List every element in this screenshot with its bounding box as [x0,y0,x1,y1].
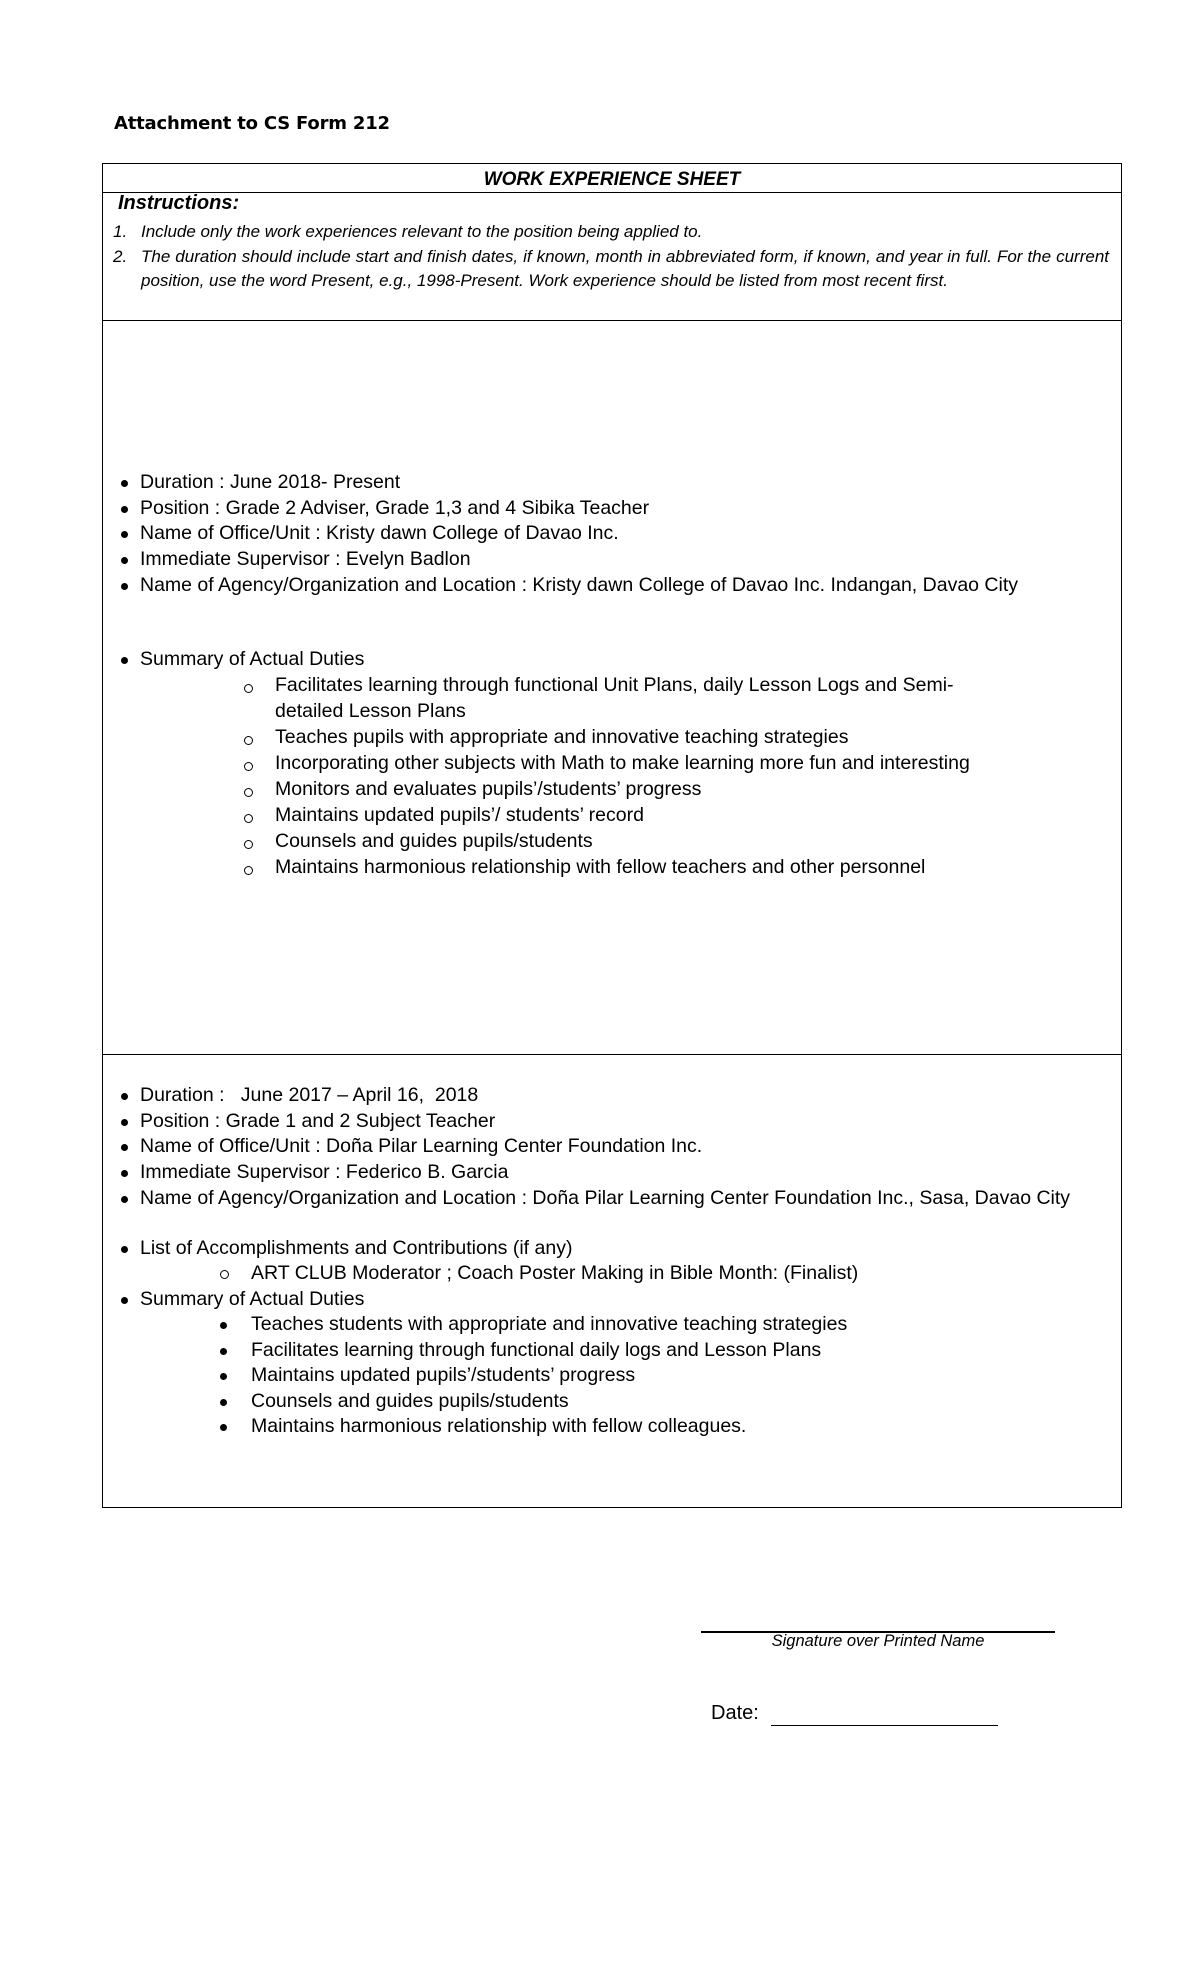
bullet-icon [103,1134,140,1160]
instruction-text: The duration should include start and finish dates, if known, month in abbreviated form, if known, and year in full. For the current position, use the word Present, e.g., 1998-Present. Work experience should be listed from most recent first. [141,246,1109,290]
summary-label-row [103,647,1121,673]
title-divider [103,192,1121,193]
bullet-icon [103,470,140,496]
duration-row [103,1083,1121,1109]
circle-bullet-icon [103,724,275,750]
agency-text: Name of Agency/Organization and Location : Doña Pilar Learning Center Foundation Inc., Sasa, Davao City [140,1187,1071,1209]
position-row [103,1109,1121,1135]
circle-bullet-icon [103,750,275,776]
bullet-icon [103,573,140,599]
duty-item [103,776,1121,802]
duty-item [103,802,1121,828]
supervisor-row [103,547,1121,573]
duty-item [103,750,1121,776]
summary-label: Summary of Actual Duties [140,647,365,670]
duty-text: Maintains updated pupils’/students’ progress [251,1364,636,1386]
instruction-item [113,220,1109,245]
circle-bullet-icon [103,776,275,802]
duty-item [103,672,1121,724]
instruction-text: Include only the work experiences relevant to the position being applied to. [141,222,703,241]
position-text: Position : Grade 1 and 2 Subject Teacher [140,1109,496,1132]
work-experience-sheet [102,163,1122,1508]
duration-text: Duration : June 2017 – April 16, 2018 [140,1084,479,1106]
duty-text: Teaches pupils with appropriate and innovative teaching strategies [275,726,849,748]
office-text: Name of Office/Unit : Doña Pilar Learning Center Foundation Inc. [140,1135,703,1157]
duty-text: Incorporating other subjects with Math to make learning more fun and interesting [275,752,970,774]
agency-row [103,573,1121,599]
signature-label: Signature over Printed Name [771,1632,985,1650]
agency-row [103,1186,1121,1212]
instructions-heading: Instructions: [118,192,240,214]
instruction-number: 1. [113,222,128,241]
accomplishment-text: ART CLUB Moderator ; Coach Poster Making in Bible Month: (Finalist) [251,1262,859,1284]
bullet-icon [103,1160,140,1186]
office-row [103,1134,1121,1160]
attachment-title: Attachment to CS Form 212 [114,113,390,134]
agency-text: Name of Agency/Organization and Location : Kristy dawn College of Davao Inc. Indangan, Davao City [140,574,1019,596]
date-line [771,1725,998,1726]
supervisor-text: Immediate Supervisor : Evelyn Badlon [140,547,471,570]
position-text: Position : Grade 2 Adviser, Grade 1,3 and 4 Sibika Teacher [140,496,650,519]
bullet-icon [103,1312,251,1338]
duty-text: Counsels and guides pupils/students [275,830,593,852]
supervisor-row [103,1160,1121,1186]
duty-item [103,1414,1121,1440]
duty-text: Facilitates learning through functional daily logs and Lesson Plans [251,1338,822,1361]
duration-text: Duration : June 2018- Present [140,471,401,493]
circle-bullet-icon [103,854,275,880]
duty-text: Maintains harmonious relationship with fellow teachers and other personnel [275,856,926,878]
bullet-icon [103,521,140,547]
accomplishments-label: List of Accomplishments and Contributions (if any) [140,1236,573,1259]
duty-item [103,1389,1121,1415]
instruction-item [113,245,1109,294]
bullet-icon [103,496,140,522]
duty-item [103,1338,1121,1364]
bullet-icon [103,1363,251,1389]
office-text: Name of Office/Unit : Kristy dawn College of Davao Inc. [140,522,619,544]
duty-item [103,854,1121,880]
entry-divider [103,1054,1121,1055]
office-row [103,521,1121,547]
duty-text: Teaches students with appropriate and innovative teaching strategies [251,1313,848,1335]
bullet-icon [103,1338,251,1364]
circle-bullet-icon [103,1261,251,1287]
summary-label-row [103,1287,1121,1313]
duty-item [103,1363,1121,1389]
bullet-icon [103,1236,140,1262]
accomplishments-label-row [103,1236,1121,1262]
supervisor-text: Immediate Supervisor : Federico B. Garcia [140,1160,509,1183]
accomplishment-item [103,1261,1121,1287]
duty-text: Maintains harmonious relationship with fellow colleagues. [251,1415,747,1437]
duration-row [103,470,1121,496]
duty-text: Monitors and evaluates pupils’/students’ progress [275,778,702,800]
position-row [103,496,1121,522]
summary-label: Summary of Actual Duties [140,1287,365,1310]
instructions-divider [103,320,1121,321]
bullet-icon [103,1389,251,1415]
instructions-list [113,220,1109,294]
bullet-icon [103,1287,140,1313]
circle-bullet-icon [103,672,275,724]
bullet-icon [103,647,140,673]
circle-bullet-icon [103,828,275,854]
instruction-number: 2. [113,246,128,266]
duty-text: Facilitates learning through functional Unit Plans, daily Lesson Logs and Semi-detailed Lesson Plans [275,674,954,722]
duty-item [103,724,1121,750]
bullet-icon [103,1109,140,1135]
experience-entry-1 [103,470,1121,880]
duty-item [103,828,1121,854]
bullet-icon [103,1083,140,1109]
duty-text: Maintains updated pupils’/ students’ record [275,804,644,826]
experience-entry-2 [103,1083,1121,1440]
circle-bullet-icon [103,802,275,828]
date-label: Date: [711,1702,759,1724]
duty-text: Counsels and guides pupils/students [251,1389,569,1412]
bullet-icon [103,1186,140,1212]
bullet-icon [103,1414,251,1440]
sheet-title: WORK EXPERIENCE SHEET [483,169,741,190]
duty-item [103,1312,1121,1338]
bullet-icon [103,547,140,573]
